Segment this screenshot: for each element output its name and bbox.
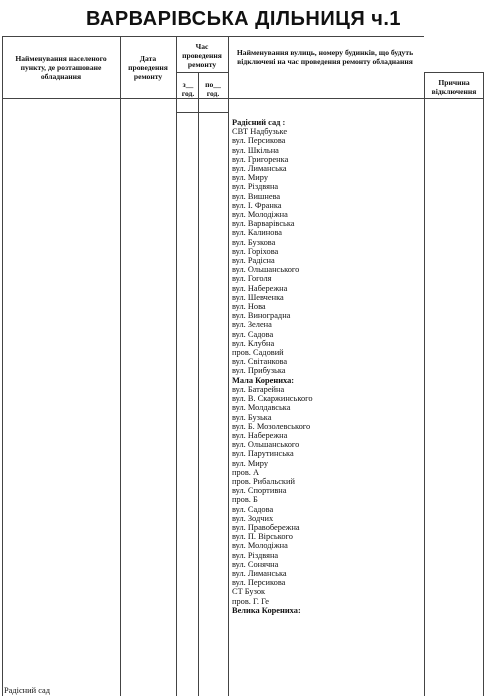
header-settlement: Найменування населеного пункту, де розташоване обладнання bbox=[15, 54, 107, 81]
street-item: вул. Парутинська bbox=[232, 449, 294, 459]
street-item: вул. Правобережна bbox=[232, 522, 300, 532]
street-item: вул. Садова bbox=[232, 329, 274, 339]
street-item: вул. Зодчих bbox=[232, 513, 274, 523]
street-item: вул. Спортивна bbox=[232, 486, 287, 496]
street-item: пров. Садовий bbox=[232, 348, 284, 358]
street-item: вул. Набережна bbox=[232, 430, 288, 440]
street-item: вул. Шкільна bbox=[232, 145, 279, 155]
street-item: вул. Різдвяна bbox=[232, 182, 279, 192]
reason-header-line bbox=[424, 72, 484, 73]
header-time-to: по__ год. bbox=[205, 80, 221, 98]
street-item: вул. Шевченка bbox=[232, 292, 284, 302]
header-time: Час проведення ремонту bbox=[182, 42, 222, 69]
time-subheader-line bbox=[176, 72, 228, 73]
header-reason: Причина відключення bbox=[431, 78, 477, 96]
street-item: вул. Набережна bbox=[232, 283, 288, 293]
street-item: вул. Садова bbox=[232, 504, 274, 514]
table-col-divider bbox=[120, 36, 121, 696]
street-item: вул. Радісна bbox=[232, 256, 275, 266]
street-item: вул. Батарейна bbox=[232, 384, 285, 394]
street-item: СТ Бузок bbox=[232, 587, 266, 597]
settlement-cell: Радісний сад bbox=[4, 686, 51, 695]
street-item: вул. Миру bbox=[232, 173, 269, 183]
street-item: вул. Сонячна bbox=[232, 559, 279, 569]
street-item: вул. Горіхова bbox=[232, 246, 279, 256]
street-item: вул. Вишнева bbox=[232, 191, 281, 201]
street-item: вул. Бузкова bbox=[232, 237, 276, 247]
settlement-heading: Радісний сад : bbox=[232, 118, 286, 127]
street-item: пров. Г. Ге bbox=[232, 596, 270, 606]
street-item: вул. Прибузька bbox=[232, 366, 286, 376]
street-item: СВТ Надбузьке bbox=[232, 127, 288, 137]
street-item: вул. Калинова bbox=[232, 228, 283, 238]
street-item: вул. Молодіжна bbox=[232, 210, 288, 220]
street-item: вул. І. Франка bbox=[232, 200, 282, 210]
table-border-top bbox=[2, 36, 424, 37]
header-streets: Найменування вулиць, номеру будинків, що будуть відключені на час проведення ремонту обладнання bbox=[236, 48, 414, 66]
street-item: пров. Рибальский bbox=[232, 476, 295, 486]
street-item: вул. Персикова bbox=[232, 136, 286, 146]
street-item: вул. П. Вірського bbox=[232, 532, 293, 542]
street-item: вул. Варварівська bbox=[232, 219, 295, 229]
street-item: вул. Світанкова bbox=[232, 357, 288, 367]
header-bottom-line bbox=[2, 98, 484, 99]
table-col-divider bbox=[228, 36, 229, 696]
table-col-divider bbox=[176, 36, 177, 696]
street-item: вул. Б. Мозолевського bbox=[232, 421, 311, 431]
street-item: вул. Ольшанського bbox=[232, 440, 300, 450]
settlement-heading: Велика Корениха: bbox=[232, 605, 301, 615]
street-item: вул. Різдвяна bbox=[232, 550, 279, 560]
street-item: вул. Виноградна bbox=[232, 311, 291, 321]
street-item: вул. Персикова bbox=[232, 578, 286, 588]
street-item: вул. Григоренка bbox=[232, 154, 289, 164]
settlement-heading: Мала Корениха: bbox=[232, 375, 295, 385]
header-time-from: з__ год. bbox=[181, 80, 195, 98]
table-col-divider bbox=[424, 72, 425, 696]
table-col-divider bbox=[198, 72, 199, 696]
street-item: вул. Молодіжна bbox=[232, 541, 288, 551]
street-item: вул. Лиманська bbox=[232, 164, 287, 174]
header-bottom-line-2 bbox=[176, 112, 228, 113]
table-border-left bbox=[2, 36, 3, 696]
street-item: пров. Б bbox=[232, 495, 258, 505]
street-item: вул. Молдавська bbox=[232, 403, 291, 413]
street-item: вул. Зелена bbox=[232, 320, 272, 330]
table-border-right bbox=[483, 72, 484, 696]
street-item: вул. Миру bbox=[232, 458, 269, 468]
street-item: пров. А bbox=[232, 467, 260, 477]
street-item: вул. Нова bbox=[232, 302, 266, 312]
page-title: ВАРВАРІВСЬКА ДІЛЬНИЦЯ ч.1 bbox=[85, 8, 402, 30]
street-list bbox=[232, 118, 412, 615]
street-item: вул. Гоголя bbox=[232, 274, 272, 284]
street-item: вул. Бузька bbox=[232, 412, 272, 422]
street-item: вул. Лиманська bbox=[232, 568, 287, 578]
street-item: вул. Клубна bbox=[232, 338, 275, 348]
header-date: Дата проведення ремонту bbox=[128, 54, 168, 81]
street-item: вул. В. Скаржинського bbox=[232, 394, 313, 404]
street-item: вул. Ольшанського bbox=[232, 265, 300, 275]
